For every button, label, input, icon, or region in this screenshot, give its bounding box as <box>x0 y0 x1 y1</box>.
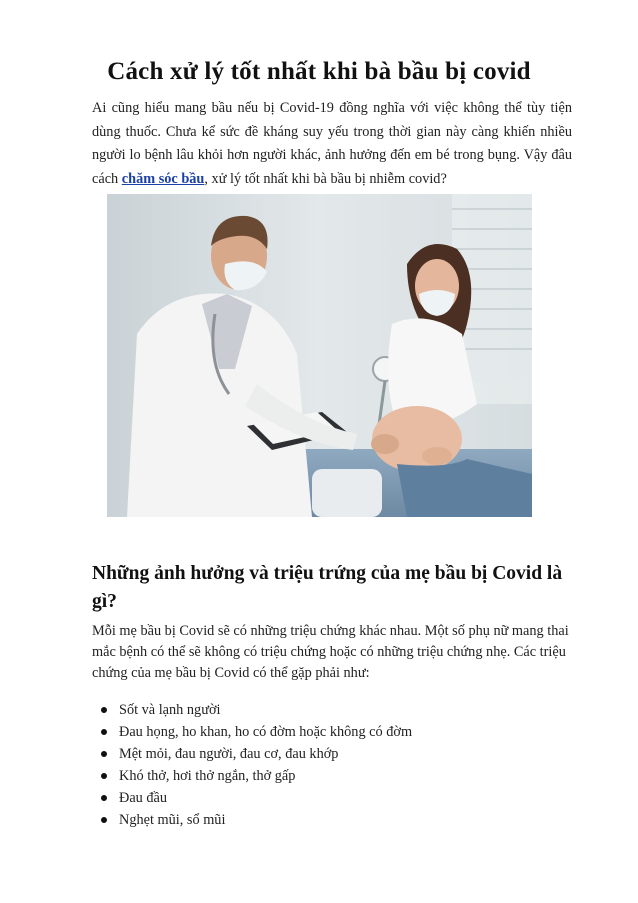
list-item: Khó thở, hơi thở ngắn, thở gấp <box>92 765 572 787</box>
symptom-list <box>92 699 572 831</box>
list-item: Đau họng, ho khan, ho có đờm hoặc không có đờm <box>92 721 572 743</box>
section-heading: Những ảnh hưởng và triệu trứng của mẹ bầu bị Covid là gì? <box>92 563 563 612</box>
list-item: Đau đầu <box>92 787 572 809</box>
pregnancy-care-link[interactable]: chăm sóc bầu <box>121 170 205 187</box>
intro-paragraph <box>92 97 572 191</box>
list-item: Sốt và lạnh người <box>92 699 572 721</box>
section-paragraph: Mỗi mẹ bầu bị Covid sẽ có những triệu chứng khác nhau. Một số phụ nữ mang thai mắc bệnh có thể sẽ không có triệu chứng hoặc có những triệu chứng nhẹ. Các triệu chứng của mẹ bầu bị Covid có thể gặp phải như: <box>92 623 569 681</box>
doctor-pregnant-woman-photo <box>107 194 532 517</box>
article-title: Cách xử lý tốt nhất khi bà bầu bị covid <box>107 58 531 85</box>
intro-text-end: , xử lý tốt nhất khi bà bầu bị nhiễm covid? <box>204 170 447 187</box>
intro-text-start: Ai cũng hiểu mang bầu nếu bị Covid-19 đồng nghĩa với việc không thể tùy tiện dùng thuốc. Chưa kể sức đề kháng suy yếu trong thời gian này càng khiến nhiều người lo bệnh lâu khỏi hơn người khác, ảnh hưởng đến em bé trong bụng. Vậy đâu cách <box>92 100 572 187</box>
list-item: Nghẹt mũi, sổ mũi <box>92 809 572 831</box>
list-item: Mệt mỏi, đau người, đau cơ, đau khớp <box>92 743 572 765</box>
